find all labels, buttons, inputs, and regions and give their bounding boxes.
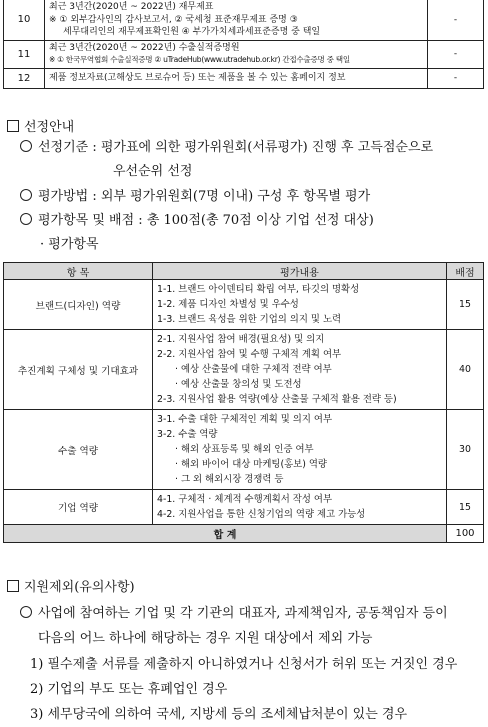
exclusion-item: 3) 세무당국에 의하여 국세, 지방세 등의 조세체납처분이 있는 경우 [30,707,408,722]
exclusion-item: 1) 필수제출 서류를 제출하지 아니하였거나 신청서가 허위 또는 거짓인 경우 [30,657,458,672]
eval-item: 1-3. 브랜드 육성을 위한 기업의 의지 및 노력 [157,314,342,325]
row-description [45,40,428,68]
table-row [4,68,484,88]
exclusion-heading [7,576,135,595]
section-title: 선정안내 [24,120,75,135]
row-note: - [428,68,484,88]
method-text: 평가방법 : 외부 평가위원회(7명 이내) 구성 후 항목별 평가 [38,189,371,204]
items-cell [153,280,447,330]
circle-bullet-icon [20,189,32,201]
header-category: 항 목 [4,263,153,280]
header-score: 배점 [447,263,484,280]
total-row [4,525,484,543]
intro-text: 사업에 참여하는 기업 및 각 기관의 대표자, 과제책임자, 공동책임자 등이 [38,606,448,621]
document-list-table [3,0,484,89]
criteria-line [20,136,433,155]
table-row [4,0,484,40]
row-number: 10 [4,0,45,40]
eval-item: 2-2. 지원사업 참여 및 수행 구체적 계획 여부 [157,349,342,360]
row-number: 11 [4,40,45,68]
selection-heading [7,116,74,135]
row-description [45,0,428,40]
table-row [4,280,484,330]
circle-bullet-icon [20,140,32,152]
desc-line: ※ ① 한국무역협회 수출실적증명 ② uTradeHub(www.utradehub.or.kr) 간접수출증명 중 택일 [49,55,350,64]
circle-bullet-icon [20,606,32,618]
eval-item: 4-2. 지원사업을 통한 신청기업의 역량 제고 가능성 [157,509,366,520]
eval-sub-item: · 해외 바이어 대상 마케팅(홍보) 역량 [175,459,327,470]
table-row [4,40,484,68]
total-label: 합 계 [4,525,447,543]
row-description [45,68,428,88]
score-cell: 15 [447,490,484,525]
total-score: 100 [447,525,484,543]
eval-sub-item: · 예상 산출물 창의성 및 도전성 [175,379,302,390]
row-note: - [428,40,484,68]
items-cell [153,410,447,490]
exclusion-item: 2) 기업의 부도 또는 휴폐업인 경우 [30,682,228,697]
header-content: 평가내용 [153,263,447,280]
row-note: - [428,0,484,40]
desc-line: 최근 3년간(2020년 ~ 2022년) 수출실적증명원 [49,42,240,53]
checkbox-square-icon [7,120,19,132]
items-line [20,209,374,228]
criteria-continuation: 우선순위 선정 [113,164,193,179]
items-cell [153,330,447,410]
eval-sub-item: · 예상 산출물에 대한 구체적 전략 여부 [175,364,332,375]
score-cell: 30 [447,410,484,490]
criteria-text: 선정기준 : 평가표에 의한 평가위원회(서류평가) 진행 후 고득점순으로 [38,140,434,155]
eval-item: 1-2. 제품 디자인 차별성 및 우수성 [157,299,299,310]
checkbox-square-icon [7,580,19,592]
method-line [20,185,370,204]
eval-item: 3-2. 수출 역량 [157,429,218,440]
category-cell: 추진계획 구체성 및 기대효과 [4,330,153,410]
exclusion-intro-continuation: 다음의 어느 하나에 해당하는 경우 지원 대상에서 제외 가능 [38,631,373,646]
section-title: 지원제외(유의사항) [24,580,135,595]
circle-bullet-icon [20,213,32,225]
eval-item: 1-1. 브랜드 아이덴티티 확립 여부, 타깃의 명확성 [157,284,360,295]
table-row [4,490,484,525]
exclusion-intro [20,602,448,621]
category-cell: 기업 역량 [4,490,153,525]
category-cell: 브랜드(디자인) 역량 [4,280,153,330]
eval-item: 2-3. 지원사업 활용 역량(예상 산출물 구체적 활용 전략 등) [157,394,397,405]
score-cell: 40 [447,330,484,410]
table-row [4,330,484,410]
eval-item: 4-1. 구체적 · 체계적 수행계획서 작성 여부 [157,494,332,505]
items-sub-label: · 평가항목 [40,237,99,252]
items-cell [153,490,447,525]
items-text: 평가항목 및 배점 : 총 100점(총 70점 이상 기업 선정 대상) [38,213,374,228]
category-cell: 수출 역량 [4,410,153,490]
desc-line: ※ ① 외부감사인의 감사보고서, ② 국세청 표준재무제표 증명 ③ [49,14,298,25]
table-header-row [4,263,484,280]
row-number: 12 [4,68,45,88]
evaluation-table [3,262,484,543]
eval-sub-item: · 그 외 해외시장 경쟁력 등 [175,474,284,485]
eval-item: 3-1. 수출 대한 구체적인 계획 및 의지 여부 [157,414,332,425]
table-row [4,410,484,490]
desc-line: 제품 정보자료(고해상도 브로슈어 등) 또는 제품을 볼 수 있는 홈페이지 정보 [49,72,346,83]
desc-line: 최근 3년간(2020년 ~ 2022년) 재무제표 [49,2,214,12]
eval-item: 2-1. 지원사업 참여 배경(필요성) 및 의지 [157,334,325,345]
eval-sub-item: · 해외 상표등록 및 해외 인증 여부 [175,444,314,455]
score-cell: 15 [447,280,484,330]
desc-line: 세무대리인의 재무제표확인원 ④ 부가가치세과세표준증명 중 택일 [63,27,321,37]
